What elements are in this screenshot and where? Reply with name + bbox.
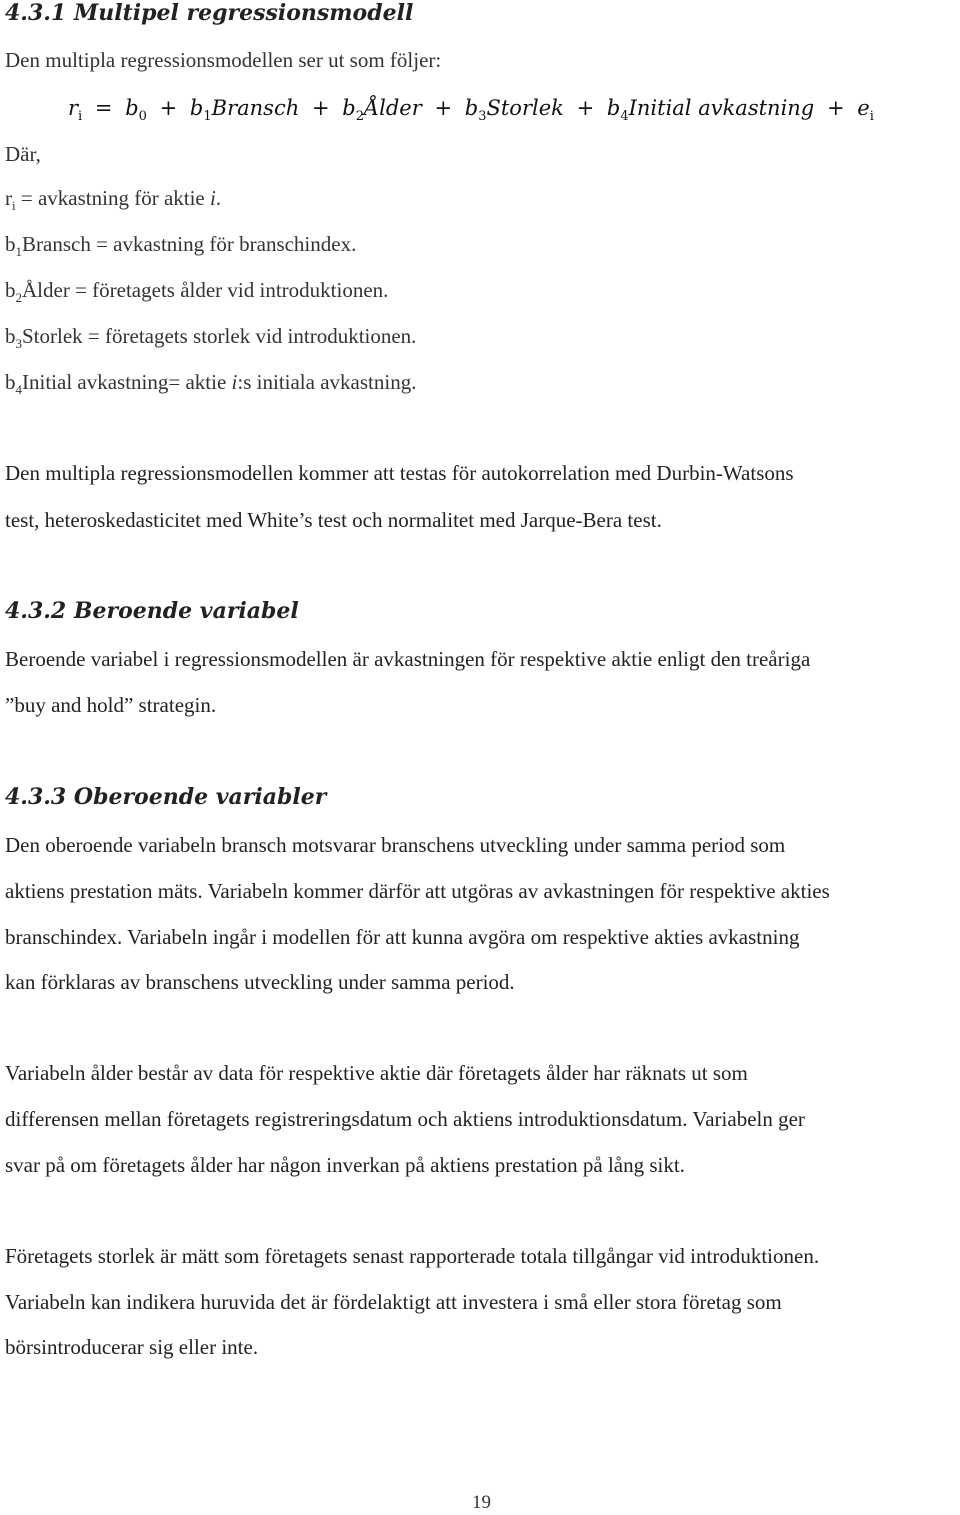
paragraph-line: Företagets storlek är mätt som företagets senast rapporterade totala tillgångar vid introduktionen. xyxy=(5,1244,820,1268)
paragraph-line: Variabeln kan indikera huruvida det är fördelaktigt att investera i små eller stora företag som xyxy=(5,1290,782,1314)
paragraph-line: svar på om företagets ålder har någon inverkan på aktiens prestation på lång sikt. xyxy=(5,1153,685,1177)
definition-b3: $b_3Storlek$ = företagets storlek vid introduktionen. xyxy=(5,324,417,352)
definition-b2: $b_2Ålder$ = företagets ålder vid introduktionen. xyxy=(5,278,389,306)
heading-4-3-2: 4.3.2 Beroende variabel xyxy=(5,598,299,624)
definition-r-i: $r_i$ = avkastning för aktie i. xyxy=(5,186,222,214)
paragraph-line: differensen mellan företagets registreringsdatum och aktiens introduktionsdatum. Variabeln ger xyxy=(5,1107,805,1131)
heading-4-3-3: 4.3.3 Oberoende variabler xyxy=(5,784,327,810)
dar-label: Där, xyxy=(5,142,41,166)
paragraph-line: Beroende variabel i regressionsmodellen är avkastningen för respektive aktie enligt den treåriga xyxy=(5,647,811,671)
paragraph-line: Variabeln ålder består av data för respektive aktie där företagets ålder har räknats ut som xyxy=(5,1061,748,1085)
paragraph-line: Den oberoende variabeln bransch motsvarar branschens utveckling under samma period som xyxy=(5,833,786,857)
paragraph-line: ”buy and hold” strategin. xyxy=(5,693,217,717)
definition-b1: $b_1Bransch$ = avkastning för branschindex. xyxy=(5,232,357,260)
paragraph-line: kan förklaras av branschens utveckling under samma period. xyxy=(5,970,515,994)
paragraph-line: aktiens prestation mäts. Variabeln kommer därför att utgöras av avkastningen för respektive akties xyxy=(5,879,830,903)
paragraph-line: börsintroducerar sig eller inte. xyxy=(5,1335,259,1359)
page-number: 19 xyxy=(472,1492,491,1513)
paragraph-line: test, heteroskedasticitet med White’s test och normalitet med Jarque-Bera test. xyxy=(5,508,662,532)
intro-text: Den multipla regressionsmodellen ser ut som följer: xyxy=(5,48,442,72)
paragraph-line: branschindex. Variabeln ingår i modellen för att kunna avgöra om respektive akties avkastning xyxy=(5,925,800,949)
paragraph-line: Den multipla regressionsmodellen kommer att testas för autokorrelation med Durbin-Watsons xyxy=(5,461,794,485)
regression-equation: $r_i = b_0$ + $b_1Bransch$ + $b_2Ålder$ + $b_3Storlek$ + $b_4Initial$ avkastning + $e_i$ xyxy=(68,96,874,125)
definition-b4: $b_4Initial$ avkastning= aktie i:s initiala avkastning. xyxy=(5,370,417,398)
heading-4-3-1: 4.3.1 Multipel regressionsmodell xyxy=(5,0,414,26)
